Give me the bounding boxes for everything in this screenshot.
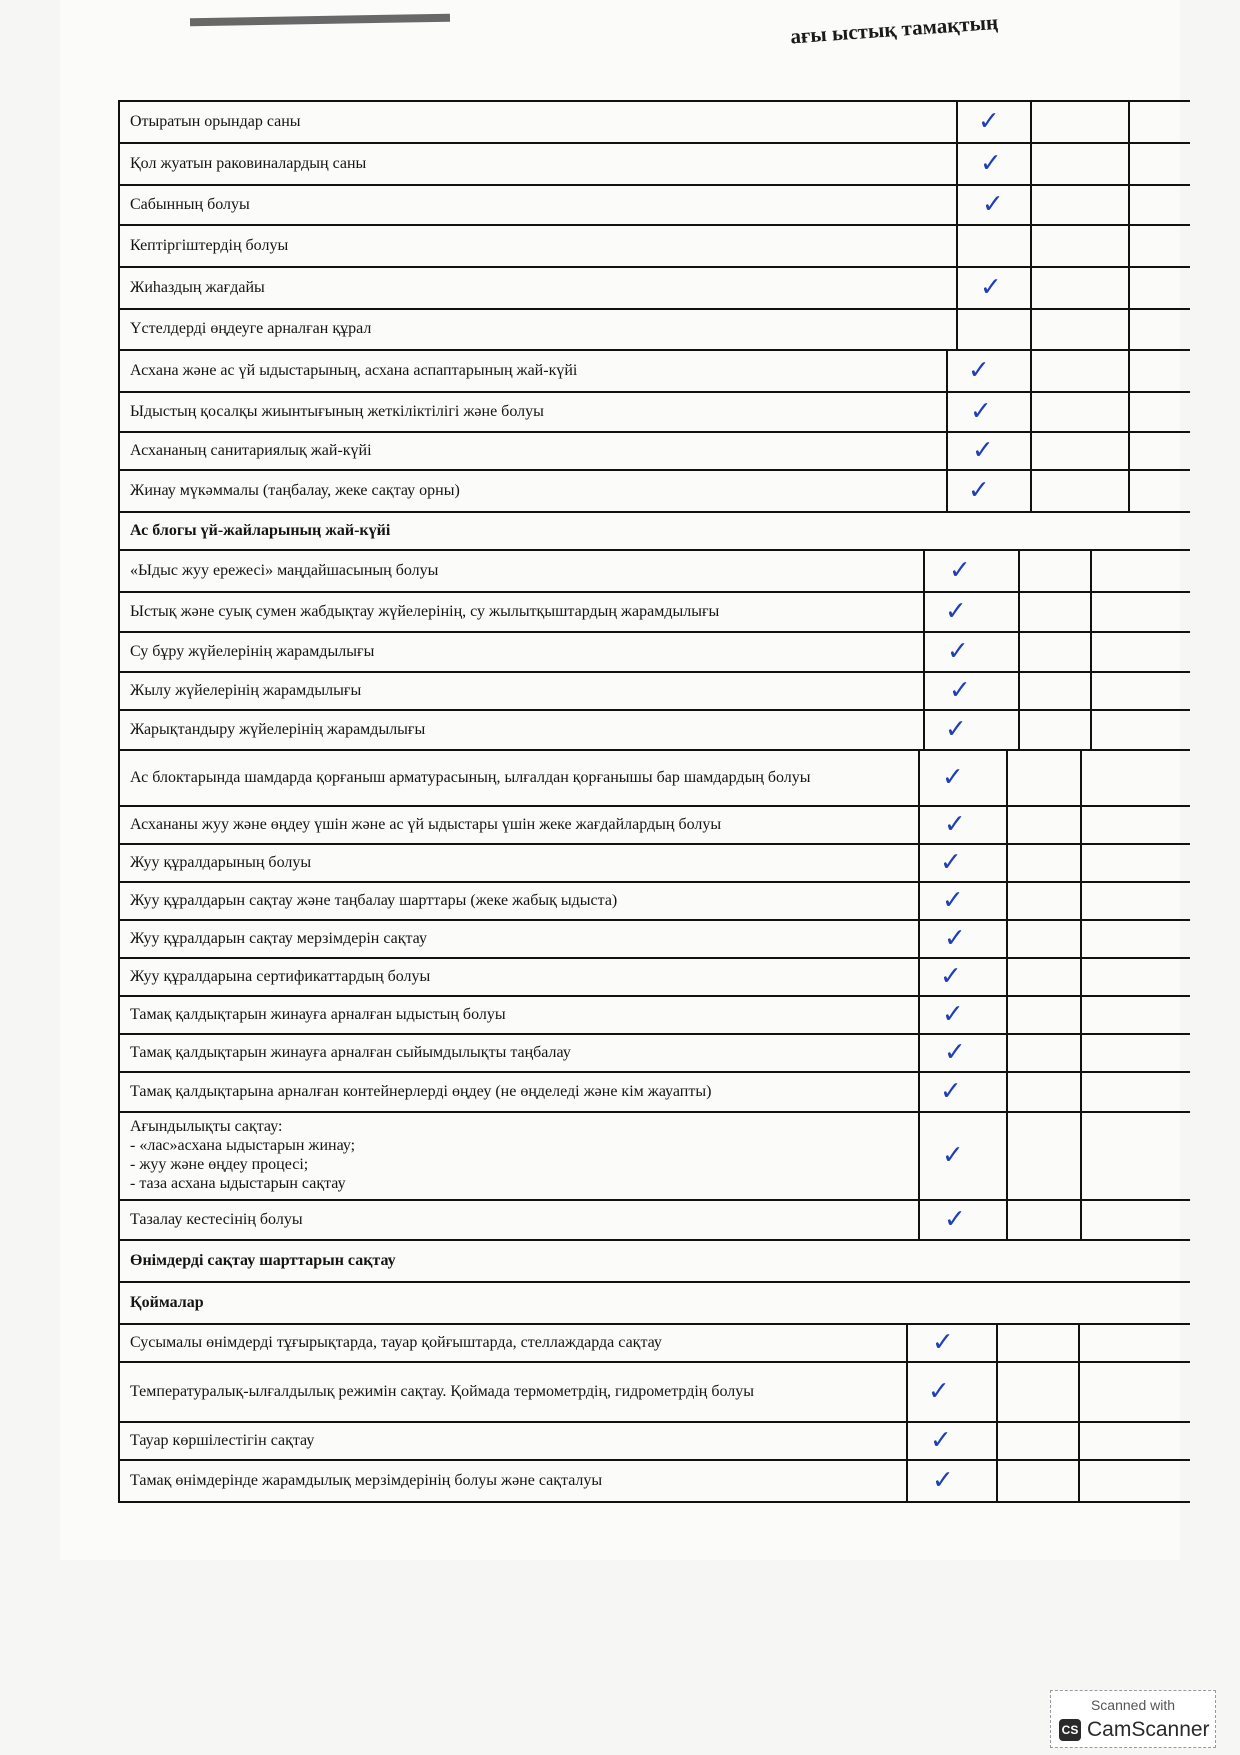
table-row bbox=[118, 226, 1190, 268]
table-row bbox=[118, 551, 1190, 593]
table-row bbox=[118, 1035, 1190, 1073]
camscanner-name: CamScanner bbox=[1087, 1718, 1210, 1741]
column-divider bbox=[1006, 1035, 1008, 1071]
table-row bbox=[118, 1073, 1190, 1113]
row-label-text: Жуу құралдарын сақтау және таңбалау шарттары (жеке жабық ыдыста) bbox=[130, 891, 618, 909]
table-row bbox=[118, 751, 1190, 807]
criterion-label bbox=[118, 1073, 918, 1111]
column-divider bbox=[923, 551, 925, 591]
column-divider bbox=[1078, 1325, 1080, 1361]
row-label-text: Тамақ қалдықтарын жинауға арналған сыйымдылықты таңбалау bbox=[130, 1043, 571, 1061]
column-divider bbox=[946, 471, 948, 511]
row-label-text: Жуу құралдарын сақтау мерзімдерін сақтау bbox=[130, 929, 427, 947]
column-divider bbox=[1090, 711, 1092, 749]
table-row bbox=[118, 144, 1190, 186]
criterion-label bbox=[118, 673, 923, 709]
row-label-text: Жиһаздың жағдайы bbox=[130, 278, 265, 296]
checkmark-icon: ✓ bbox=[940, 847, 962, 878]
column-divider bbox=[1090, 593, 1092, 631]
column-divider bbox=[1090, 551, 1092, 591]
column-divider bbox=[1090, 633, 1092, 671]
column-divider bbox=[918, 921, 920, 957]
row-label-text: Отыратын орындар саны bbox=[130, 112, 301, 130]
table-row bbox=[118, 351, 1190, 393]
table-row bbox=[118, 186, 1190, 226]
column-divider bbox=[1006, 1073, 1008, 1111]
column-divider bbox=[956, 268, 958, 308]
column-divider bbox=[1006, 1201, 1008, 1239]
column-divider bbox=[1006, 751, 1008, 805]
row-label-text: Үстелдерді өңдеуге арналған құрал bbox=[130, 320, 372, 338]
table-row bbox=[118, 102, 1190, 144]
column-divider bbox=[1030, 268, 1032, 308]
row-label-text: Асхананы жуу және өңдеу үшін және ас үй ыдыстары үшін жеке жағдайлардың болуы bbox=[130, 815, 722, 833]
column-divider bbox=[1018, 633, 1020, 671]
column-divider bbox=[918, 1113, 920, 1199]
column-divider bbox=[1030, 144, 1032, 184]
checkmark-icon: ✓ bbox=[949, 555, 971, 586]
column-divider bbox=[996, 1325, 998, 1361]
row-label-text: Тамақ қалдықтарын жинауға арналған ыдыстың болуы bbox=[130, 1005, 506, 1023]
row-label-text: Қоймалар bbox=[130, 1293, 204, 1311]
column-divider bbox=[1030, 393, 1032, 431]
column-divider bbox=[1030, 351, 1032, 391]
table-row bbox=[118, 1201, 1190, 1241]
table-row bbox=[118, 883, 1190, 921]
table-row bbox=[118, 1113, 1190, 1201]
row-label-text: Сусымалы өнімдерді тұғырықтарда, тауар қойғыштарда, стеллаждарда сақтау bbox=[130, 1333, 662, 1351]
column-divider bbox=[1078, 1423, 1080, 1459]
checkmark-icon: ✓ bbox=[968, 475, 990, 506]
column-divider bbox=[1080, 1035, 1082, 1071]
criterion-label bbox=[118, 845, 918, 881]
column-divider bbox=[1080, 1201, 1082, 1239]
column-divider bbox=[1078, 1363, 1080, 1421]
checkmark-icon: ✓ bbox=[982, 189, 1004, 220]
column-divider bbox=[918, 845, 920, 881]
criterion-label bbox=[118, 433, 946, 469]
criterion-label bbox=[118, 1325, 906, 1361]
column-divider bbox=[1018, 673, 1020, 709]
column-divider bbox=[1030, 186, 1032, 224]
row-label-text: Асхана және ас үй ыдыстарының, асхана аспаптарының жай-күйі bbox=[130, 361, 578, 379]
checkmark-icon: ✓ bbox=[949, 675, 971, 706]
checkmark-icon: ✓ bbox=[930, 1425, 952, 1456]
table-row bbox=[118, 959, 1190, 997]
column-divider bbox=[1128, 268, 1130, 308]
checkmark-icon: ✓ bbox=[972, 435, 994, 466]
table-row bbox=[118, 711, 1190, 751]
criterion-label bbox=[118, 593, 923, 631]
checkmark-icon: ✓ bbox=[947, 636, 969, 667]
column-divider bbox=[1006, 845, 1008, 881]
table-row bbox=[118, 593, 1190, 633]
column-divider bbox=[1080, 959, 1082, 995]
table-row bbox=[118, 845, 1190, 883]
camscanner-watermark bbox=[1050, 1690, 1216, 1748]
column-divider bbox=[923, 633, 925, 671]
table-row bbox=[118, 1363, 1190, 1423]
column-divider bbox=[1128, 351, 1130, 391]
column-divider bbox=[923, 593, 925, 631]
section-title bbox=[118, 513, 1190, 549]
row-label-text: Тамақ қалдықтарына арналған контейнерлерді өңдеу (не өңделеді және кім жауапты) bbox=[130, 1082, 712, 1100]
column-divider bbox=[1128, 226, 1130, 266]
column-divider bbox=[1128, 186, 1130, 224]
checkmark-icon: ✓ bbox=[980, 148, 1002, 179]
column-divider bbox=[1006, 959, 1008, 995]
column-divider bbox=[956, 102, 958, 142]
column-divider bbox=[946, 433, 948, 469]
column-divider bbox=[918, 959, 920, 995]
checkmark-icon: ✓ bbox=[940, 961, 962, 992]
cut-off-header-text: ағы ыстық тамақтың bbox=[789, 9, 999, 49]
column-divider bbox=[1128, 310, 1130, 349]
section-header-row bbox=[118, 1283, 1190, 1325]
column-divider bbox=[946, 393, 948, 431]
checkmark-icon: ✓ bbox=[944, 1037, 966, 1068]
checkmark-icon: ✓ bbox=[928, 1376, 950, 1407]
row-label-text: Тамақ өнімдерінде жарамдылық мерзімдерінің болуы және сақталуы bbox=[130, 1471, 603, 1489]
column-divider bbox=[1030, 226, 1032, 266]
criterion-label bbox=[118, 102, 956, 142]
column-divider bbox=[1030, 471, 1032, 511]
column-divider bbox=[956, 226, 958, 266]
row-label-text: Тазалау кестесінің болуы bbox=[130, 1210, 303, 1228]
inspection-checklist-table bbox=[118, 100, 1190, 1503]
checkmark-icon: ✓ bbox=[944, 1204, 966, 1235]
column-divider bbox=[918, 1073, 920, 1111]
column-divider bbox=[946, 351, 948, 391]
column-divider bbox=[1080, 883, 1082, 919]
row-label-text: Ағындылықты сақтау: - «лас»асхана ыдыстарын жинау; - жуу және өңдеу процесі; - таза асхана ыдыстарын сақтау bbox=[130, 1118, 356, 1192]
criterion-label bbox=[118, 144, 956, 184]
checkmark-icon: ✓ bbox=[978, 106, 1000, 137]
column-divider bbox=[906, 1461, 908, 1501]
row-label-text: Ас блоктарында шамдарда қорғаныш арматурасының, ылғалдан қорғанышы бар шамдардың болуы bbox=[130, 768, 811, 786]
checkmark-icon: ✓ bbox=[942, 762, 964, 793]
checkmark-icon: ✓ bbox=[970, 396, 992, 427]
column-divider bbox=[1006, 883, 1008, 919]
row-label-text: Су бұру жүйелерінің жарамдылығы bbox=[130, 642, 375, 660]
criterion-label bbox=[118, 551, 923, 591]
criterion-label bbox=[118, 310, 956, 349]
row-label-text: Тауар көршілестігін сақтау bbox=[130, 1431, 315, 1449]
column-divider bbox=[1080, 845, 1082, 881]
checkmark-icon: ✓ bbox=[932, 1327, 954, 1358]
row-label-text: Жарықтандыру жүйелерінің жарамдылығы bbox=[130, 720, 426, 738]
section-title bbox=[118, 1283, 1190, 1323]
criterion-label bbox=[118, 471, 946, 511]
column-divider bbox=[1018, 593, 1020, 631]
column-divider bbox=[1080, 1113, 1082, 1199]
column-divider bbox=[906, 1325, 908, 1361]
checkmark-icon: ✓ bbox=[944, 809, 966, 840]
row-label-text: Ыдыстың қосалқы жиынтығының жеткіліктілігі және болуы bbox=[130, 402, 544, 420]
row-label-text: Жинау мүкәммалы (таңбалау, жеке сақтау орны) bbox=[130, 481, 460, 499]
checkmark-icon: ✓ bbox=[940, 1076, 962, 1107]
column-divider bbox=[923, 673, 925, 709]
column-divider bbox=[906, 1363, 908, 1421]
table-row bbox=[118, 1423, 1190, 1461]
column-divider bbox=[956, 144, 958, 184]
column-divider bbox=[906, 1423, 908, 1459]
checkmark-icon: ✓ bbox=[968, 355, 990, 386]
row-label-text: Температуралық-ылғалдылық режимін сақтау. Қоймада термометрдің, гидрометрдің болуы bbox=[130, 1382, 755, 1400]
column-divider bbox=[1080, 997, 1082, 1033]
checkmark-icon: ✓ bbox=[944, 923, 966, 954]
section-header-row bbox=[118, 513, 1190, 551]
table-row bbox=[118, 1325, 1190, 1363]
column-divider bbox=[1080, 751, 1082, 805]
column-divider bbox=[996, 1423, 998, 1459]
table-row bbox=[118, 633, 1190, 673]
row-label-text: Өнімдерді сақтау шарттарын сақтау bbox=[130, 1251, 396, 1269]
checkmark-icon: ✓ bbox=[942, 885, 964, 916]
column-divider bbox=[1018, 711, 1020, 749]
criterion-label bbox=[118, 807, 918, 843]
criterion-label bbox=[118, 1035, 918, 1071]
criterion-label bbox=[118, 1363, 906, 1421]
column-divider bbox=[1090, 673, 1092, 709]
table-row bbox=[118, 997, 1190, 1035]
column-divider bbox=[1128, 144, 1130, 184]
column-divider bbox=[956, 310, 958, 349]
column-divider bbox=[996, 1461, 998, 1501]
checkmark-icon: ✓ bbox=[945, 714, 967, 745]
column-divider bbox=[1078, 1461, 1080, 1501]
section-header-row bbox=[118, 1241, 1190, 1283]
checkmark-icon: ✓ bbox=[945, 596, 967, 627]
criterion-label bbox=[118, 268, 956, 308]
column-divider bbox=[1128, 471, 1130, 511]
column-divider bbox=[1006, 921, 1008, 957]
camscanner-logo-icon: CS bbox=[1059, 1719, 1081, 1741]
column-divider bbox=[918, 751, 920, 805]
column-divider bbox=[1006, 1113, 1008, 1199]
column-divider bbox=[996, 1363, 998, 1421]
row-label-text: Жуу құралдарының болуы bbox=[130, 853, 312, 871]
table-row bbox=[118, 471, 1190, 513]
criterion-label bbox=[118, 751, 918, 805]
column-divider bbox=[1080, 1073, 1082, 1111]
checkmark-icon: ✓ bbox=[980, 272, 1002, 303]
column-divider bbox=[918, 997, 920, 1033]
column-divider bbox=[918, 1201, 920, 1239]
table-row bbox=[118, 393, 1190, 433]
row-label-text: Асхананың санитариялық жай-күйі bbox=[130, 441, 372, 459]
column-divider bbox=[956, 186, 958, 224]
table-row bbox=[118, 673, 1190, 711]
column-divider bbox=[918, 883, 920, 919]
table-row bbox=[118, 1461, 1190, 1503]
table-row bbox=[118, 310, 1190, 351]
table-row bbox=[118, 921, 1190, 959]
criterion-label bbox=[118, 1423, 906, 1459]
row-label-text: Жуу құралдарына сертификаттардың болуы bbox=[130, 967, 431, 985]
criterion-label bbox=[118, 711, 923, 749]
column-divider bbox=[1018, 551, 1020, 591]
criterion-label bbox=[118, 1461, 906, 1501]
column-divider bbox=[1006, 997, 1008, 1033]
column-divider bbox=[1128, 393, 1130, 431]
criterion-label bbox=[118, 921, 918, 957]
criterion-label bbox=[118, 226, 956, 266]
criterion-label bbox=[118, 186, 956, 224]
row-label-text: Қол жуатын раковиналардың саны bbox=[130, 154, 367, 172]
criterion-label bbox=[118, 997, 918, 1033]
column-divider bbox=[1080, 807, 1082, 843]
row-label-text: «Ыдыс жуу ережесі» маңдайшасының болуы bbox=[130, 561, 439, 579]
column-divider bbox=[1080, 921, 1082, 957]
column-divider bbox=[918, 807, 920, 843]
column-divider bbox=[1128, 433, 1130, 469]
row-label-text: Жылу жүйелерінің жарамдылығы bbox=[130, 681, 362, 699]
criterion-label bbox=[118, 1113, 918, 1199]
section-title bbox=[118, 1241, 1190, 1281]
scanned-with-label: Scanned with bbox=[1090, 1697, 1176, 1713]
criterion-label bbox=[118, 883, 918, 919]
criterion-label bbox=[118, 1201, 918, 1239]
criterion-label bbox=[118, 351, 946, 391]
row-label-text: Сабынның болуы bbox=[130, 195, 250, 213]
checkmark-icon: ✓ bbox=[942, 999, 964, 1030]
column-divider bbox=[923, 711, 925, 749]
criterion-label bbox=[118, 633, 923, 671]
criterion-label bbox=[118, 393, 946, 431]
checkmark-icon: ✓ bbox=[942, 1140, 964, 1171]
column-divider bbox=[1030, 102, 1032, 142]
column-divider bbox=[1006, 807, 1008, 843]
row-label-text: Ыстық және суық сумен жабдықтау жүйелерінің, су жылытқыштардың жарамдылығы bbox=[130, 602, 720, 620]
checkmark-icon: ✓ bbox=[932, 1465, 954, 1496]
row-label-text: Кептіргіштердің болуы bbox=[130, 236, 289, 254]
criterion-label bbox=[118, 959, 918, 995]
column-divider bbox=[1128, 102, 1130, 142]
column-divider bbox=[1030, 310, 1032, 349]
table-row bbox=[118, 433, 1190, 471]
row-label-text: Ас блогы үй-жайларының жай-күйі bbox=[130, 521, 391, 539]
column-divider bbox=[1030, 433, 1032, 469]
column-divider bbox=[918, 1035, 920, 1071]
table-row bbox=[118, 268, 1190, 310]
table-row bbox=[118, 807, 1190, 845]
